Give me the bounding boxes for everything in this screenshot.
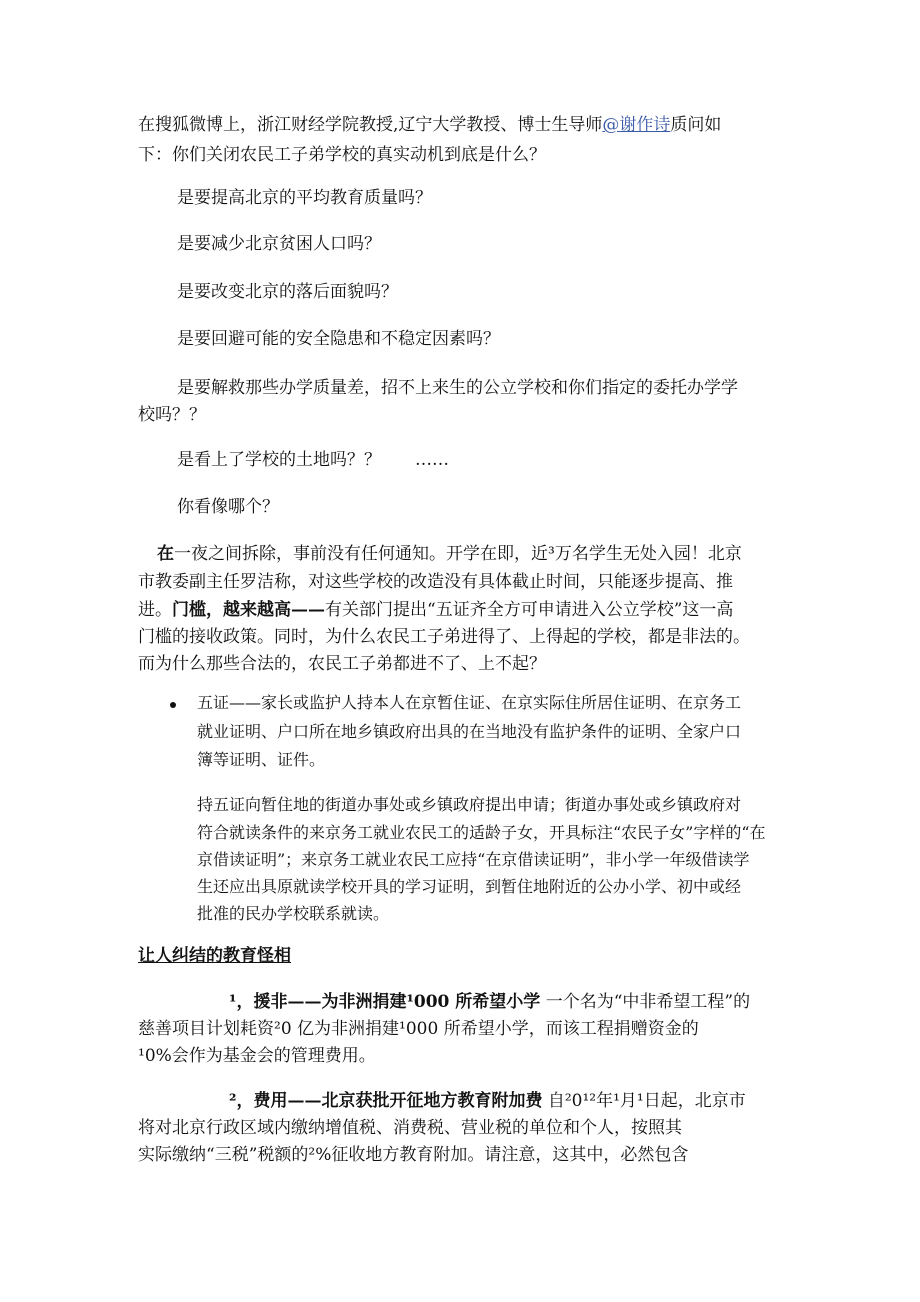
intro-line-2: 下：你们关闭农民工子弟学校的真实动机到底是什么？ [138,145,546,165]
question-4: 是要回避可能的安全隐患和不稳定因素吗？ [177,329,500,349]
question-3: 是要改变北京的落后面貌吗？ [177,282,398,302]
question-6: 是看上了学校的土地吗？？ …… [177,450,449,470]
bullet-dot [170,702,176,708]
question-1: 是要提高北京的平均教育质量吗？ [177,188,432,208]
bullet-cont-line-5: 批准的民办学校联系就读。 [197,904,390,923]
intro-text: 在搜狐微博上，浙江财经学院教授,辽宁大学教授、博士生导师 [138,115,603,135]
item-1-line-3: ¹0%会作为基金会的管理费用。 [138,1046,376,1066]
paragraph-line-5: 而为什么那些合法的，农民工子弟都进不了、上不起？ [138,654,546,674]
bullet-line-2: 就业证明、户口所在地乡镇政府出具的在当地没有监护条件的证明、全家户口 [197,722,742,741]
bullet-line-3: 簿等证明、证件。 [197,750,326,769]
paragraph-line-4: 门槛的接收政策。同时，为什么农民工子弟进得了、上得起的学校，都是非法的。 [138,627,750,647]
author-link[interactable]: @谢作诗 [602,115,671,135]
paragraph-bold-phrase: 门槛，越来越高—— [172,600,325,620]
paragraph-line-2: 市教委副主任罗洁称，对这些学校的改造没有具体截止时间，只能逐步提高、推 [138,572,733,592]
question-5-line-1: 是要解救那些办学质量差，招不上来生的公立学校和你们指定的委托办学学 [177,378,738,398]
item-2-line-1 [229,1086,746,1116]
item-2-title: ²，费用——北京获批开征地方教育附加费 [229,1091,543,1111]
paragraph-text: 有关部门提出“五证齐全方可申请进入公立学校”这一高 [325,600,734,620]
question-5-line-2: 校吗？？ [138,405,206,425]
paragraph-line-3 [138,595,733,625]
bullet-cont-line-1: 持五证向暂住地的街道办事处或乡镇政府提出申请；街道办事处或乡镇政府对 [197,795,742,814]
item-2-text: 自²0¹²年¹月¹日起，北京市 [542,1091,746,1111]
item-1-line-1 [229,987,750,1017]
item-2-line-3: 实际缴纳“三税”税额的²%征收地方教育附加。请注意，这其中，必然包含 [138,1145,689,1165]
bullet-cont-line-4: 生还应出具原就读学校开具的学习证明，到暂住地附近的公办小学、初中或经 [197,877,742,896]
question-2: 是要减少北京贫困人口吗？ [177,234,381,254]
section-heading: 让人纠结的教育怪相 [138,946,291,966]
intro-line-1 [138,110,721,140]
item-2-line-2: 将对北京行政区域内缴纳增值税、消费税、营业税的单位和个人，按照其 [138,1118,682,1138]
item-1-text: 一个名为“中非希望工程”的 [540,992,751,1012]
item-1-title: ¹，援非——为非洲捐建¹000 所希望小学 [229,992,541,1012]
intro-text-tail: 质问如 [670,115,722,135]
paragraph-line-1 [157,539,742,569]
item-1-line-2: 慈善项目计划耗资²0 亿为非洲捐建¹000 所希望小学，而该工程捐赠资金的 [138,1019,699,1039]
paragraph-text: 一夜之间拆除，事前没有任何通知。开学在即，近³万名学生无处入园！北京 [174,544,742,564]
bullet-cont-line-3: 京借读证明”；来京务工就业农民工应持“在京借读证明”，非小学一年级借读学 [197,850,750,869]
paragraph-text: 进。 [138,600,172,620]
paragraph-lead: 在 [157,544,174,564]
bullet-cont-line-2: 符合就读条件的来京务工就业农民工的适龄子女，开具标注“农民子女”字样的“在 [197,823,766,842]
question-7: 你看像哪个？ [177,497,279,517]
bullet-line-1: 五证——家长或监护人持本人在京暂住证、在京实际住所居住证明、在京务工 [197,693,742,712]
